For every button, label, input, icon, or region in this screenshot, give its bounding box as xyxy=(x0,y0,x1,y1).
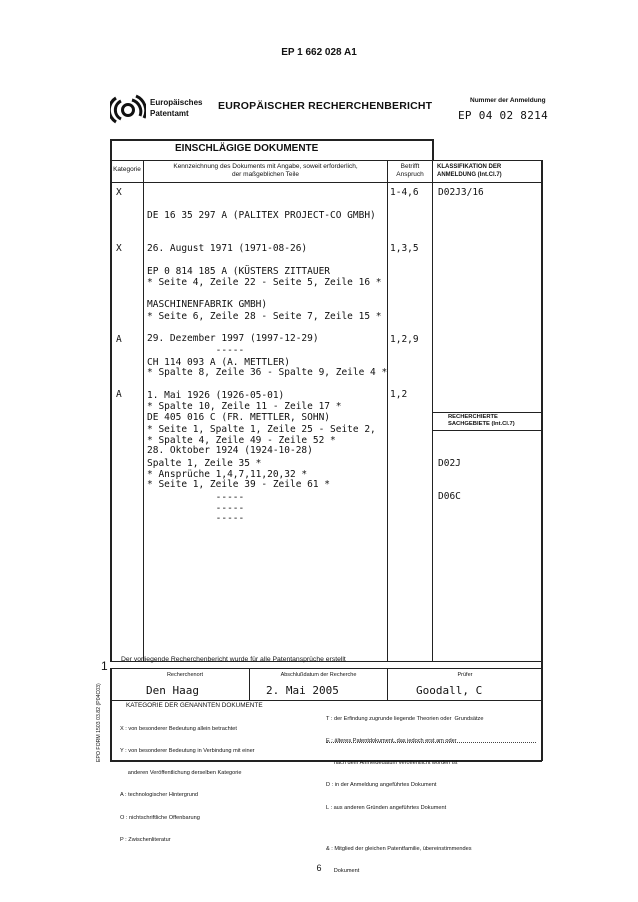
col-header-citation-line1: Kennzeichnung des Dokuments mit Angabe, soweit erforderlich, xyxy=(173,163,358,170)
category-legend-item: Dokument xyxy=(326,867,360,874)
office-name xyxy=(150,97,202,119)
citation-line: * Seite 4, Zeile 22 - Seite 5, Zeile 16 * xyxy=(147,277,382,289)
category-legend-item: L : aus anderen Gründen angeführtes Dokument xyxy=(326,804,447,811)
legend-dotted-divider xyxy=(326,742,536,743)
office-name-line2: Patentamt xyxy=(150,109,189,118)
category-legend-item: P : Zwischenliteratur xyxy=(120,836,171,843)
application-number-label: Nummer der Anmeldung xyxy=(470,97,546,104)
searched-fields-list xyxy=(438,435,461,514)
row-category: A xyxy=(116,334,122,345)
citation-line: * Seite 1, Zeile 39 - Zeile 61 * xyxy=(147,479,331,491)
citation-line: * Spalte 10, Zeile 11 - Zeile 17 * xyxy=(147,401,342,413)
row-claims: 1,3,5 xyxy=(390,243,419,254)
row-category: X xyxy=(116,243,122,254)
category-legend-item: Y : von besonderer Bedeutung in Verbindung mit einer xyxy=(120,748,255,755)
citation-line: * Spalte 4, Zeile 49 - Zeile 52 * xyxy=(147,435,336,447)
examiner-label: Prüfer xyxy=(457,672,473,678)
col-header-claims-line1: Betrifft xyxy=(400,163,420,170)
col-header-category: Kategorie xyxy=(113,166,141,173)
category-legend-item: A : technologischer Hintergrund xyxy=(120,792,199,799)
category-legend-item: E : älteres Patentdokument, das jedoch erst am oder xyxy=(326,738,457,745)
col-header-classification xyxy=(437,163,502,179)
page-number: 6 xyxy=(316,863,322,873)
col-header-citation xyxy=(144,163,387,179)
searched-bottom-line xyxy=(432,430,542,431)
searched-field: D02J xyxy=(438,457,461,469)
application-number: EP 04 02 8214 xyxy=(458,109,548,122)
searched-fields-label-line2: SACHGEBIETE (Int.Cl.7) xyxy=(448,421,515,427)
category-legend-item: & : Mitglied der gleichen Patentfamilie, übereinstimmendes xyxy=(326,845,472,852)
category-legend-item: anderen Veröffentlichung derselben Kategorie xyxy=(120,770,242,777)
citation-line: * Seite 1, Spalte 1, Zeile 25 - Seite 2, xyxy=(147,424,376,436)
citation-separator: ----- xyxy=(147,513,245,525)
col-divider-1 xyxy=(143,160,144,661)
category-legend-item: D : in der Anmeldung angeführtes Dokument xyxy=(326,782,437,789)
col-header-claims-line2: Anspruch xyxy=(396,171,424,178)
search-date: 2. Mai 2005 xyxy=(266,684,339,697)
col-divider-3 xyxy=(432,160,433,661)
row-category: A xyxy=(116,389,122,400)
section-title: EINSCHLÄGIGE DOKUMENTE xyxy=(175,143,319,154)
classification-code: D02J3/16 xyxy=(438,187,484,198)
citation-line: EP 0 814 185 A (KÜSTERS ZITTAUER xyxy=(147,265,331,277)
citation-line: DE 405 016 C (FR. METTLER, SOHN) xyxy=(147,411,331,423)
header-bottom-line xyxy=(110,182,542,183)
examiner: Goodall, C xyxy=(416,684,483,697)
category-legend-item: O : nichtschriftliche Offenbarung xyxy=(120,814,200,821)
searched-fields-label-line1: RECHERCHIERTE xyxy=(448,414,498,420)
epo-logo-icon xyxy=(110,92,146,128)
citation-separator: ----- xyxy=(147,492,245,504)
searched-fields-label xyxy=(448,414,515,428)
searched-top-line xyxy=(432,412,542,413)
citation-separator: ----- xyxy=(147,502,245,514)
searched-field: D06C xyxy=(438,491,461,503)
categories-left xyxy=(120,711,255,852)
citation-line: * Ansprüche 1,4,7,11,20,32 * xyxy=(147,468,308,480)
col-header-classification-line2: ANMELDUNG (Int.Cl.7) xyxy=(437,172,502,178)
citation-separator: ----- xyxy=(147,345,245,357)
citation-line: 28. Oktober 1924 (1924-10-28) xyxy=(147,445,313,457)
citation-line: MASCHINENFABRIK GMBH) xyxy=(147,299,268,311)
category-legend-item: T : der Erfindung zugrunde liegende Theorien oder Grundsätze xyxy=(326,715,484,722)
frame-top xyxy=(110,139,432,141)
row-claims: 1,2,9 xyxy=(390,334,419,345)
place: Den Haag xyxy=(146,684,199,697)
row-claims: 1,2 xyxy=(390,389,408,400)
citation-line: Spalte 1, Zeile 35 * xyxy=(147,458,262,470)
categories-right xyxy=(326,701,483,883)
citation-line: * Seite 6, Zeile 28 - Seite 7, Zeile 15 * xyxy=(147,311,382,323)
report-title: EUROPÄISCHER RECHERCHENBERICHT xyxy=(218,100,433,112)
page-header-number: EP 1 662 028 A1 xyxy=(281,47,357,58)
citation-line: CH 114 093 A (A. METTLER) xyxy=(147,356,290,368)
frame-left xyxy=(110,139,112,661)
row-claims: 1-4,6 xyxy=(390,187,419,198)
footer-left-line xyxy=(110,668,112,761)
date-label: Abschlußdatum der Recherche xyxy=(280,672,357,678)
legend-spacer xyxy=(326,827,483,831)
citation-line: 1. Mai 1926 (1926-05-01) xyxy=(147,390,285,402)
col-header-classification-line1: KLASSIFIKATION DER xyxy=(437,164,502,170)
categories-title: KATEGORIE DER GENANNTEN DOKUMENTE xyxy=(126,702,263,709)
statement: Der vorliegende Recherchenbericht wurde für alle Patentansprüche erstellt xyxy=(121,656,346,663)
citation-line: 29. Dezember 1997 (1997-12-29) xyxy=(147,333,319,345)
form-code: EPO FORM 1503 03.82 (P04C03) xyxy=(96,683,102,762)
place-label: Recherchenort xyxy=(166,672,204,678)
category-legend-item: nach dem Anmeldedatum veröffentlicht worden ist xyxy=(326,760,458,767)
table-row-citation xyxy=(147,389,330,536)
citation-line: 26. August 1971 (1971-08-26) xyxy=(147,243,308,255)
row-category: X xyxy=(116,187,122,198)
frame-top-right-tick xyxy=(432,139,434,161)
citation-line: DE 16 35 297 A (PALITEX PROJECT-CO GMBH) xyxy=(147,209,376,221)
header-top-line xyxy=(110,160,542,161)
col-header-citation-line2: der maßgeblichen Teile xyxy=(231,171,300,178)
frame-right xyxy=(541,160,543,761)
footer-top-line xyxy=(110,668,542,669)
citation-line: * Spalte 8, Zeile 36 - Spalte 9, Zeile 4 * xyxy=(147,367,388,379)
col-header-claims xyxy=(388,163,432,179)
office-name-line1: Europäisches xyxy=(150,98,203,107)
category-legend-item: X : von besonderer Bedeutung allein betrachtet xyxy=(120,725,237,732)
sheet-marker: 1 xyxy=(101,659,108,673)
